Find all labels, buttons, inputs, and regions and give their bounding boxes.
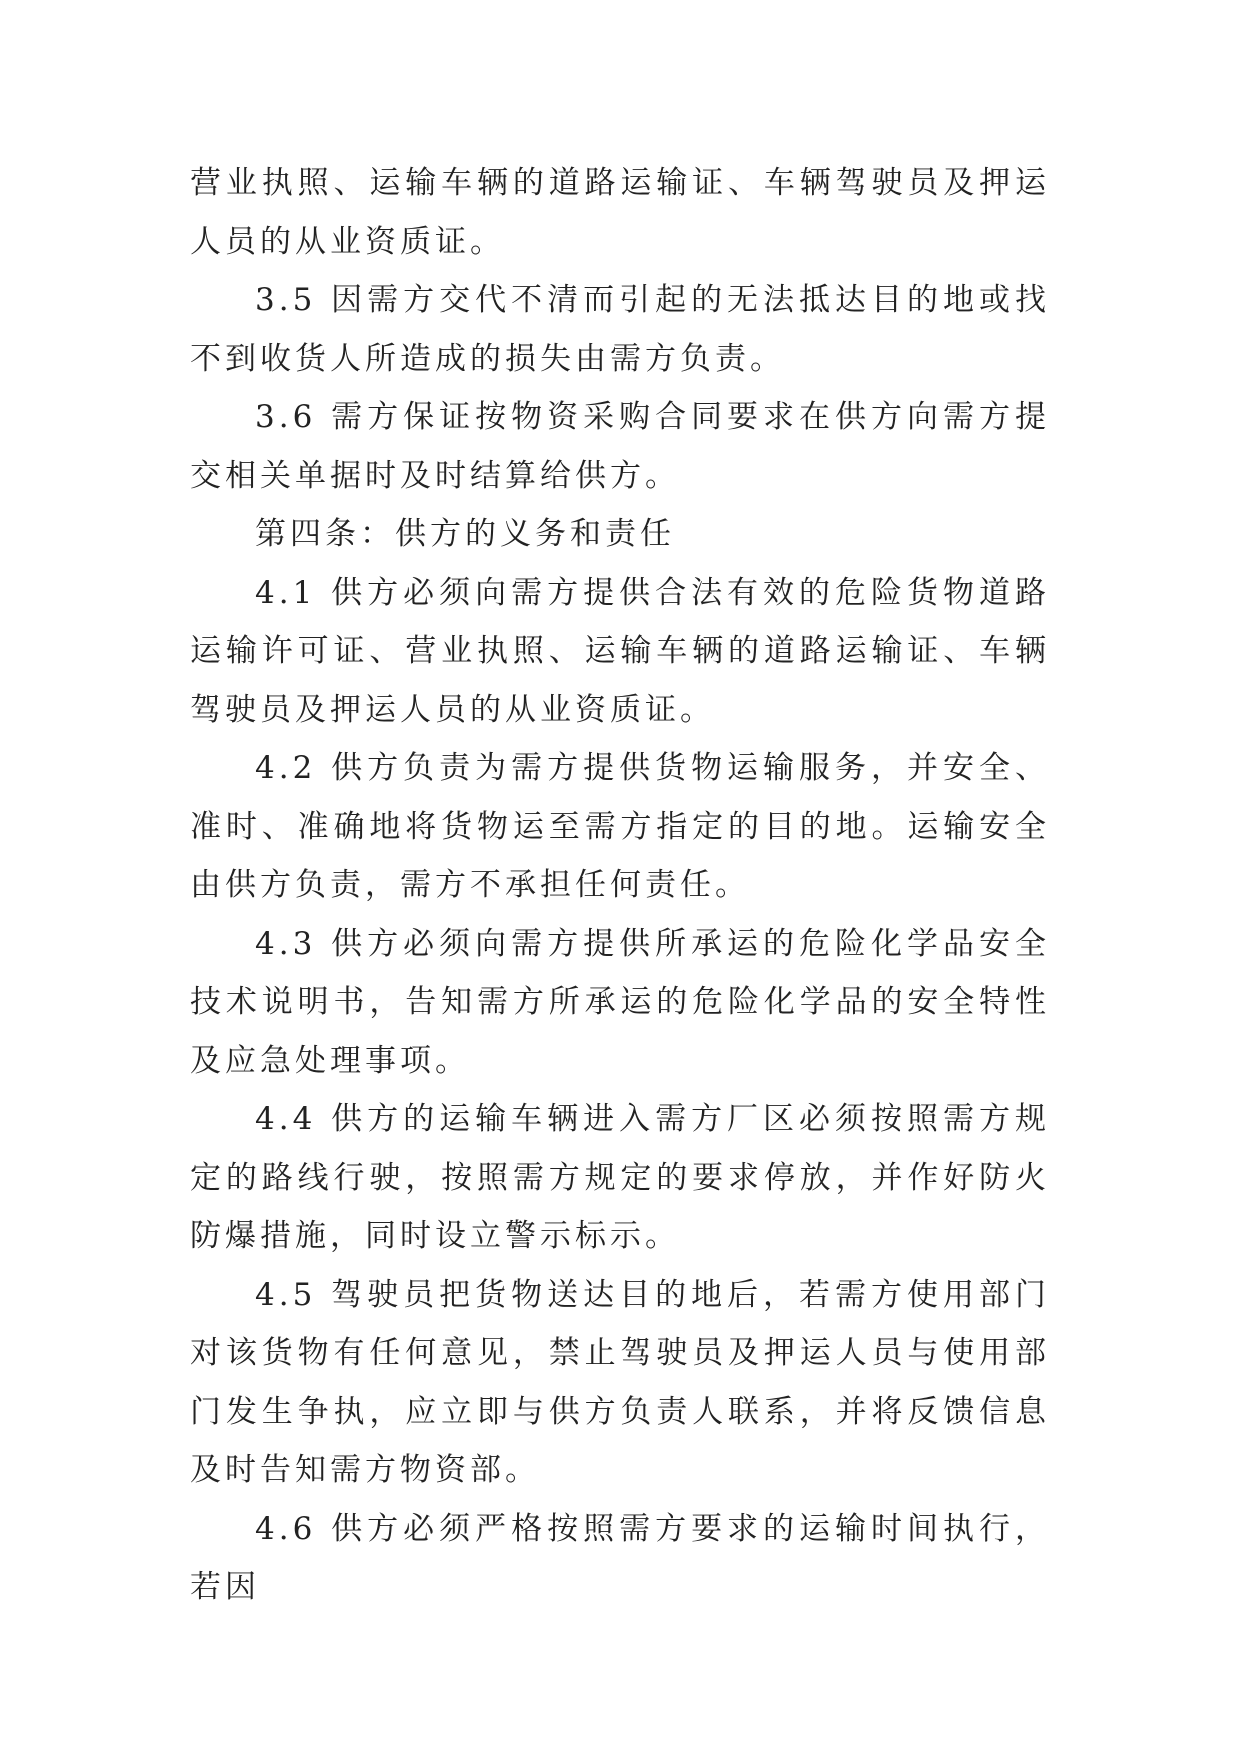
paragraph-3-6: 3.6 需方保证按物资采购合同要求在供方向需方提交相关单据时及时结算给供方。 bbox=[190, 399, 1050, 494]
paragraph-4-4: 4.4 供方的运输车辆进入需方厂区必须按照需方规定的路线行驶，按照需方规定的要求停放，并作好防火防爆措施，同时设立警示标示。 bbox=[190, 1101, 1050, 1254]
paragraph-3-5: 3.5 因需方交代不清而引起的无法抵达目的地或找不到收货人所造成的损失由需方负责。 bbox=[190, 282, 1050, 377]
paragraph-4-3: 4.3 供方必须向需方提供所承运的危险化学品安全技术说明书，告知需方所承运的危险化学品的安全特性及应急处理事项。 bbox=[190, 925, 1050, 1079]
paragraph-4-2: 4.2 供方负责为需方提供货物运输服务，并安全、准时、准确地将货物运至需方指定的目的地。运输安全由供方负责，需方不承担任何责任。 bbox=[190, 750, 1050, 903]
document-body bbox=[190, 154, 1050, 1617]
section-heading-article-4: 第四条：供方的义务和责任 bbox=[255, 516, 675, 552]
paragraph-continuation: 营业执照、运输车辆的道路运输证、车辆驾驶员及押运人员的从业资质证。 bbox=[190, 165, 1050, 260]
paragraph-4-6: 4.6 供方必须严格按照需方要求的运输时间执行，若因 bbox=[190, 1510, 1050, 1605]
paragraph-4-5: 4.5 驾驶员把货物送达目的地后，若需方使用部门对该货物有任何意见，禁止驾驶员及押运人员与使用部门发生争执，应立即与供方负责人联系，并将反馈信息及时告知需方物资部。 bbox=[190, 1276, 1050, 1488]
paragraph-4-1: 4.1 供方必须向需方提供合法有效的危险货物道路运输许可证、营业执照、运输车辆的道路运输证、车辆驾驶员及押运人员的从业资质证。 bbox=[190, 574, 1050, 728]
